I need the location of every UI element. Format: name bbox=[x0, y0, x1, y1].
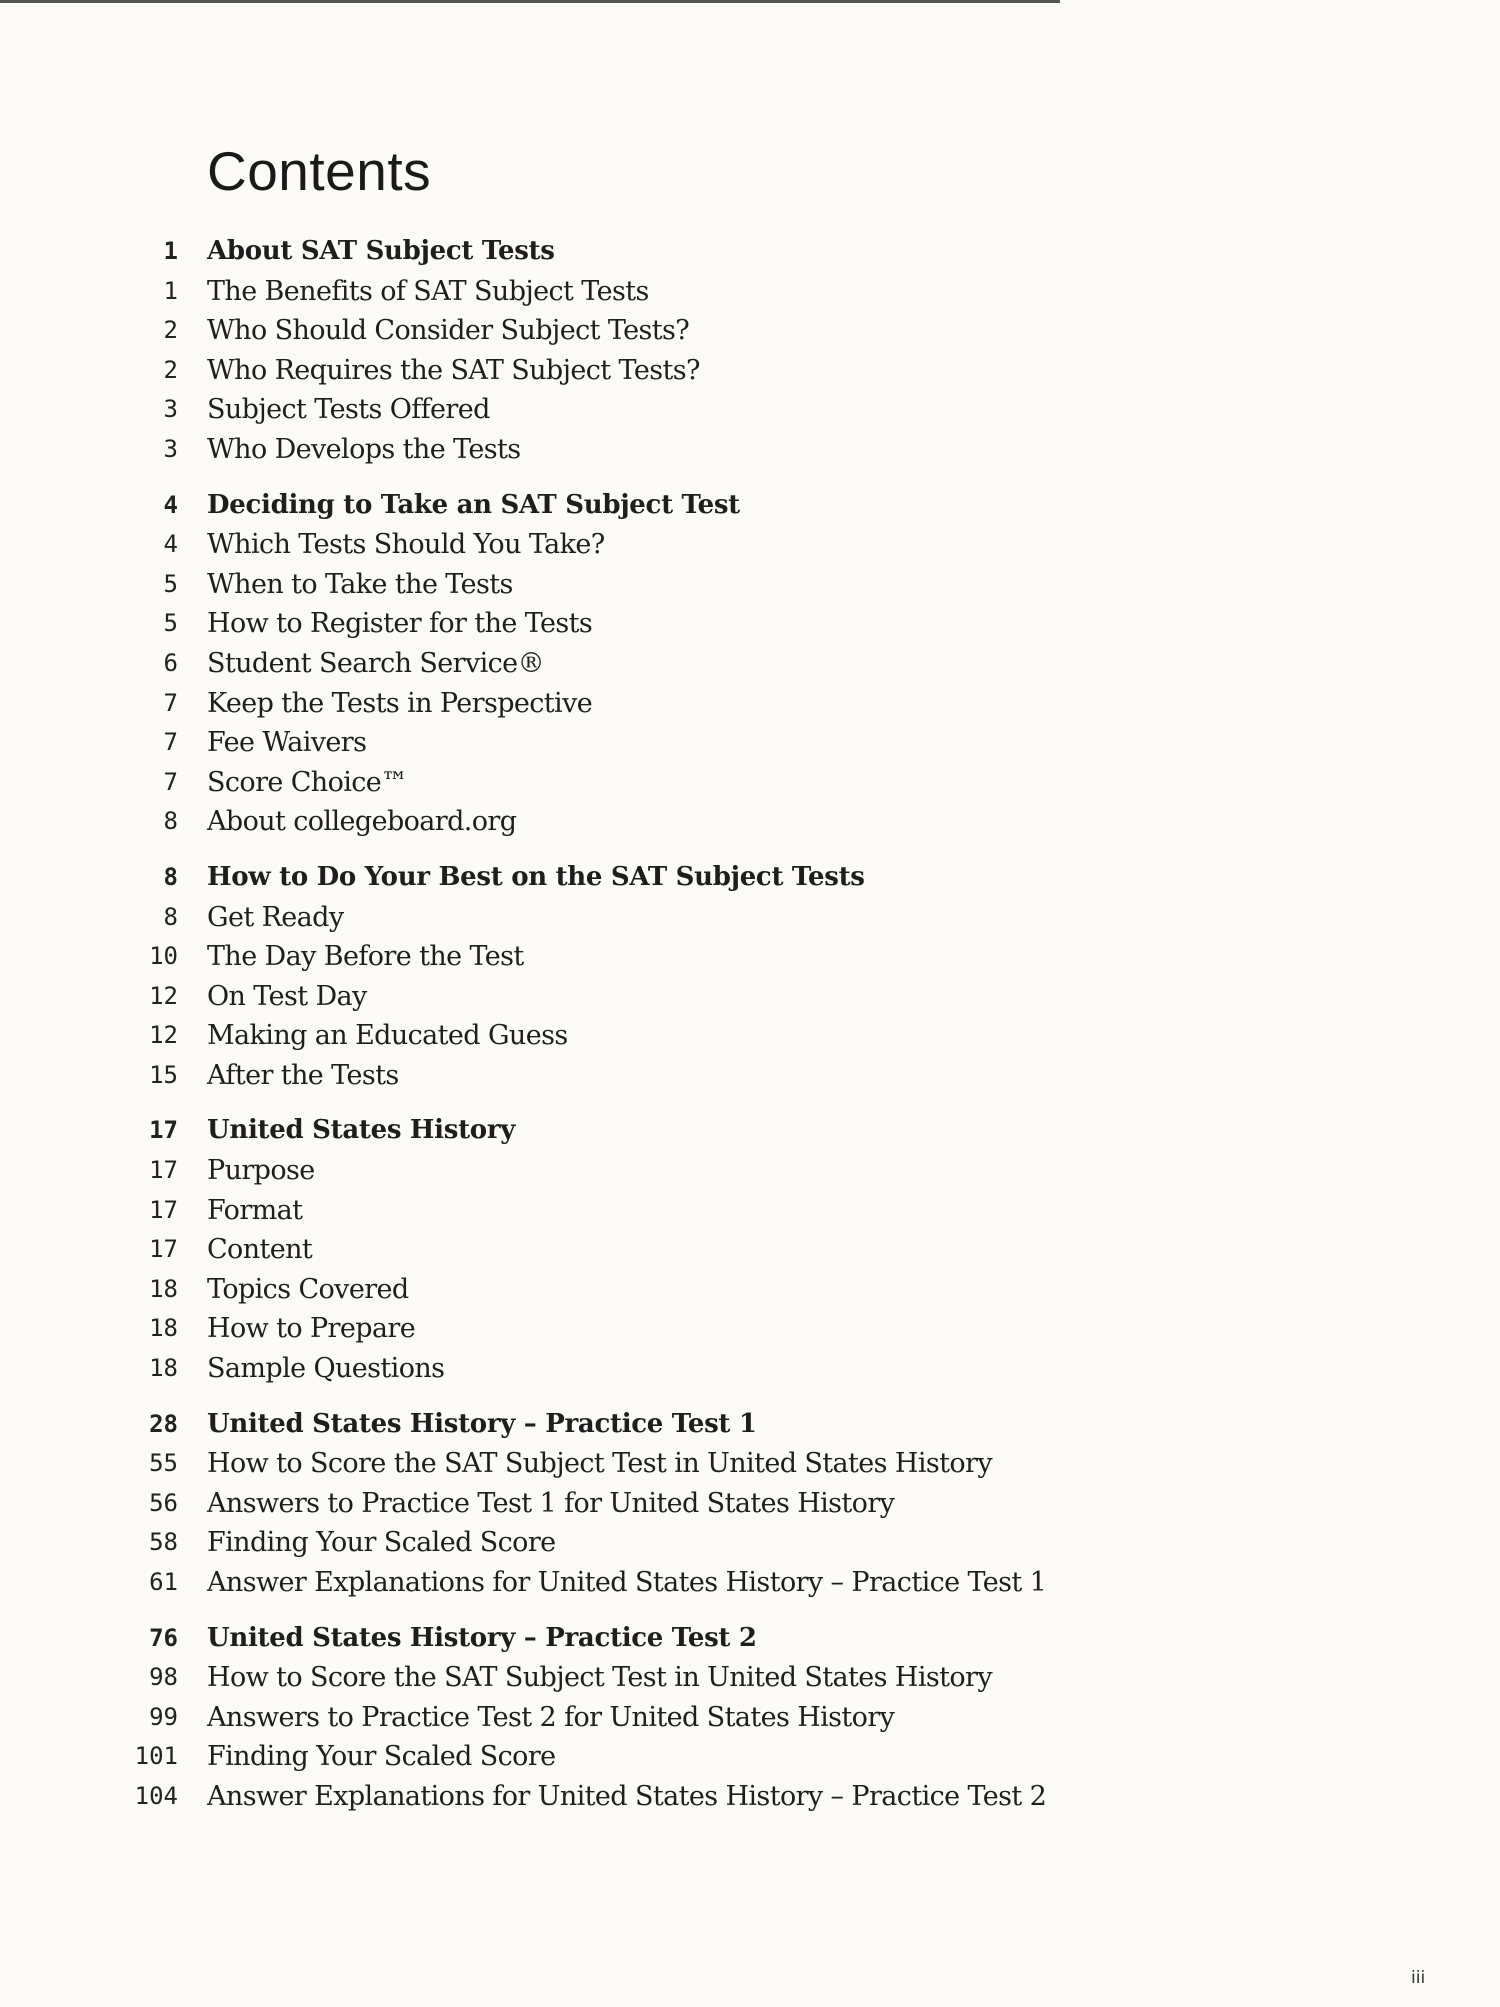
entry-page-number: 12 bbox=[149, 981, 178, 1010]
entry-label: Answer Explanations for United States History – Practice Test 2 bbox=[207, 1780, 1047, 1812]
toc-section bbox=[0, 858, 1500, 1096]
section-heading-label: How to Do Your Best on the SAT Subject Tests bbox=[207, 861, 865, 892]
toc-entry bbox=[0, 763, 1500, 803]
entry-page-number: 12 bbox=[149, 1021, 178, 1050]
entry-label: Sample Questions bbox=[207, 1353, 445, 1385]
section-page-number: 28 bbox=[149, 1409, 178, 1438]
entry-label: Finding Your Scaled Score bbox=[207, 1741, 556, 1773]
toc-entry bbox=[0, 723, 1500, 763]
toc-entry bbox=[0, 1349, 1500, 1389]
entry-page-number: 17 bbox=[149, 1235, 178, 1264]
entry-label: Keep the Tests in Perspective bbox=[207, 687, 593, 719]
toc-section bbox=[0, 1111, 1500, 1388]
toc-section-heading bbox=[0, 486, 1500, 526]
toc-entry bbox=[0, 977, 1500, 1017]
entry-label: Purpose bbox=[207, 1155, 315, 1187]
toc-entry bbox=[0, 1698, 1500, 1738]
entry-page-number: 61 bbox=[149, 1568, 178, 1596]
toc-section bbox=[0, 1619, 1500, 1817]
toc-entry bbox=[0, 1523, 1500, 1563]
entry-label: How to Register for the Tests bbox=[207, 608, 593, 640]
entry-page-number: 101 bbox=[134, 1742, 178, 1771]
toc-entry bbox=[0, 1737, 1500, 1777]
entry-page-number: 10 bbox=[149, 942, 178, 971]
entry-label: The Benefits of SAT Subject Tests bbox=[207, 275, 649, 307]
entry-page-number: 15 bbox=[149, 1060, 178, 1089]
entry-label: Answers to Practice Test 1 for United States History bbox=[207, 1487, 895, 1519]
toc-entry bbox=[0, 1230, 1500, 1270]
section-page-number: 1 bbox=[163, 237, 178, 265]
entry-page-number: 8 bbox=[163, 902, 178, 931]
entry-label: Score Choice™ bbox=[207, 766, 408, 798]
entry-label: Student Search Service® bbox=[207, 647, 544, 679]
entry-page-number: 4 bbox=[163, 530, 178, 559]
entry-page-number: 56 bbox=[149, 1488, 178, 1517]
entry-label: Subject Tests Offered bbox=[207, 394, 490, 426]
toc-entry bbox=[0, 1309, 1500, 1349]
entry-label: The Day Before the Test bbox=[207, 941, 524, 973]
entry-label: Format bbox=[207, 1194, 303, 1226]
toc-entry bbox=[0, 390, 1500, 430]
toc-entry bbox=[0, 1563, 1500, 1603]
entry-page-number: 99 bbox=[149, 1702, 178, 1731]
entry-page-number: 58 bbox=[149, 1528, 178, 1557]
toc-entry bbox=[0, 525, 1500, 565]
toc-entry bbox=[0, 802, 1500, 842]
top-rule bbox=[0, 0, 1060, 3]
entry-label: Who Should Consider Subject Tests? bbox=[207, 315, 690, 347]
entry-label: Topics Covered bbox=[207, 1273, 409, 1305]
toc-entry bbox=[0, 1777, 1500, 1817]
entry-page-number: 18 bbox=[149, 1314, 178, 1343]
entry-page-number: 18 bbox=[149, 1354, 178, 1383]
entry-page-number: 7 bbox=[163, 767, 178, 796]
entry-page-number: 5 bbox=[163, 569, 178, 598]
entry-page-number: 6 bbox=[163, 648, 178, 677]
toc-entry bbox=[0, 565, 1500, 605]
entry-label: How to Score the SAT Subject Test in United States History bbox=[207, 1662, 992, 1694]
entry-label: Answer Explanations for United States History – Practice Test 1 bbox=[207, 1567, 1047, 1598]
entry-page-number: 1 bbox=[163, 276, 178, 305]
toc-entry bbox=[0, 684, 1500, 724]
table-of-contents bbox=[0, 232, 1500, 1833]
entry-label: Making an Educated Guess bbox=[207, 1020, 568, 1052]
entry-page-number: 2 bbox=[163, 316, 178, 345]
toc-entry bbox=[0, 1016, 1500, 1056]
entry-label: Which Tests Should You Take? bbox=[207, 529, 605, 561]
section-page-number: 4 bbox=[163, 490, 178, 519]
toc-entry bbox=[0, 1056, 1500, 1096]
entry-label: Content bbox=[207, 1234, 313, 1266]
entry-page-number: 17 bbox=[149, 1195, 178, 1224]
toc-entry bbox=[0, 1151, 1500, 1191]
entry-page-number: 5 bbox=[163, 609, 178, 638]
entry-page-number: 3 bbox=[163, 395, 178, 424]
page-folio: iii bbox=[1411, 1968, 1426, 1988]
toc-section-heading bbox=[0, 858, 1500, 898]
toc-entry bbox=[0, 898, 1500, 938]
entry-label: Fee Waivers bbox=[207, 727, 367, 759]
section-heading-label: About SAT Subject Tests bbox=[207, 236, 555, 266]
section-heading-label: United States History bbox=[207, 1115, 516, 1146]
section-page-number: 8 bbox=[163, 862, 178, 891]
section-heading-label: Deciding to Take an SAT Subject Test bbox=[207, 489, 740, 520]
toc-entry bbox=[0, 644, 1500, 684]
entry-label: Get Ready bbox=[207, 901, 344, 933]
page-title: Contents bbox=[207, 140, 432, 202]
entry-page-number: 18 bbox=[149, 1274, 178, 1303]
entry-page-number: 104 bbox=[134, 1781, 178, 1810]
entry-label: How to Score the SAT Subject Test in United States History bbox=[207, 1448, 992, 1480]
section-page-number: 76 bbox=[149, 1623, 178, 1652]
entry-label: Who Requires the SAT Subject Tests? bbox=[207, 354, 700, 386]
toc-section-heading bbox=[0, 1405, 1500, 1445]
toc-entry bbox=[0, 1444, 1500, 1484]
toc-entry bbox=[0, 1658, 1500, 1698]
toc-entry bbox=[0, 1191, 1500, 1231]
toc-entry bbox=[0, 430, 1500, 470]
entry-page-number: 17 bbox=[149, 1156, 178, 1185]
entry-label: On Test Day bbox=[207, 980, 367, 1012]
entry-label: How to Prepare bbox=[207, 1313, 416, 1345]
section-heading-label: United States History – Practice Test 2 bbox=[207, 1622, 757, 1653]
entry-page-number: 3 bbox=[163, 434, 178, 463]
entry-page-number: 98 bbox=[149, 1663, 178, 1692]
entry-page-number: 7 bbox=[163, 728, 178, 757]
section-page-number: 17 bbox=[149, 1116, 178, 1145]
entry-page-number: 8 bbox=[163, 807, 178, 836]
entry-label: Who Develops the Tests bbox=[207, 433, 521, 465]
toc-entry bbox=[0, 1484, 1500, 1524]
toc-section bbox=[0, 232, 1500, 470]
entry-label: When to Take the Tests bbox=[207, 568, 513, 600]
entry-label: About collegeboard.org bbox=[207, 806, 517, 838]
entry-page-number: 2 bbox=[163, 355, 178, 384]
entry-page-number: 55 bbox=[149, 1449, 178, 1478]
toc-entry bbox=[0, 311, 1500, 351]
toc-section-heading bbox=[0, 232, 1500, 272]
toc-section bbox=[0, 1405, 1500, 1603]
toc-section-heading bbox=[0, 1619, 1500, 1659]
toc-entry bbox=[0, 604, 1500, 644]
entry-label: Finding Your Scaled Score bbox=[207, 1527, 556, 1559]
toc-section-heading bbox=[0, 1111, 1500, 1151]
section-heading-label: United States History – Practice Test 1 bbox=[207, 1408, 757, 1439]
entry-label: After the Tests bbox=[207, 1059, 399, 1091]
toc-entry bbox=[0, 1270, 1500, 1310]
entry-page-number: 7 bbox=[163, 688, 178, 717]
toc-entry bbox=[0, 272, 1500, 312]
entry-label: Answers to Practice Test 2 for United States History bbox=[207, 1701, 895, 1733]
toc-section bbox=[0, 486, 1500, 842]
toc-entry bbox=[0, 351, 1500, 391]
toc-entry bbox=[0, 937, 1500, 977]
